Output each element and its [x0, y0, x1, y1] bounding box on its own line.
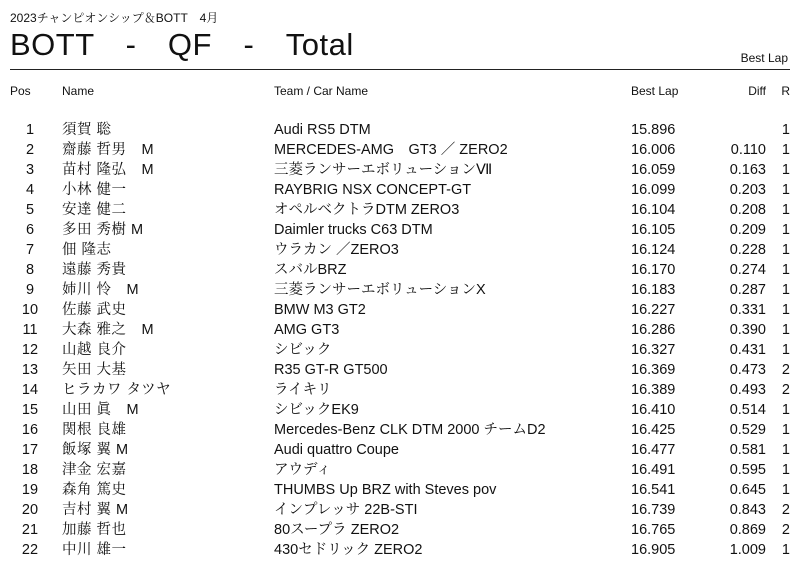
row-driver-name: 関根 良雄	[62, 422, 127, 438]
row-position: 14	[21, 382, 39, 398]
row-team-car: ライキリ	[274, 382, 332, 398]
row-r: 2	[781, 502, 790, 518]
row-r: 1	[781, 162, 790, 178]
row-position: 19	[21, 482, 39, 498]
row-best-lap: 16.477	[631, 442, 676, 458]
row-team-car: RAYBRIG NSX CONCEPT-GT	[274, 182, 472, 198]
row-r: 1	[781, 222, 790, 238]
row-position: 8	[25, 262, 35, 278]
row-best-lap: 16.327	[631, 342, 676, 358]
row-diff: 0.595	[729, 462, 766, 478]
row-team-car: スバルBRZ	[274, 262, 347, 278]
row-best-lap: 16.006	[631, 142, 676, 158]
row-diff: 0.493	[729, 382, 766, 398]
table-row	[0, 540, 800, 560]
row-team-car: シビックEK9	[274, 402, 359, 418]
row-driver-name: ヒラカワ タツヤ	[62, 382, 172, 398]
row-best-lap: 16.425	[631, 422, 676, 438]
row-best-lap: 16.491	[631, 462, 676, 478]
row-best-lap: 16.389	[631, 382, 676, 398]
table-row	[0, 480, 800, 500]
row-driver-name: 矢田 大基	[62, 362, 127, 378]
table-row	[0, 260, 800, 280]
row-r: 2	[781, 362, 790, 378]
row-team-car: THUMBS Up BRZ with Steves pov	[274, 482, 497, 498]
row-diff: 0.390	[729, 322, 766, 338]
row-diff: 0.203	[729, 182, 766, 198]
column-header-r: R	[781, 84, 790, 98]
row-diff: 0.163	[729, 162, 766, 178]
row-team-car: オペルベクトラDTM ZERO3	[274, 202, 460, 218]
table-row	[0, 500, 800, 520]
table-row	[0, 180, 800, 200]
row-r: 2	[781, 522, 790, 538]
sort-label: Best Lap	[740, 51, 788, 65]
table-header	[0, 84, 800, 100]
row-driver-name: 飯塚 翼 M	[62, 442, 129, 458]
row-best-lap: 16.765	[631, 522, 676, 538]
row-r: 1	[781, 402, 790, 418]
row-team-car: 三菱ランサーエボリューションX	[274, 282, 486, 298]
row-position: 11	[22, 322, 38, 338]
results-table	[0, 120, 800, 560]
column-header-pos: Pos	[10, 84, 31, 98]
row-best-lap: 16.541	[631, 482, 676, 498]
table-row	[0, 220, 800, 240]
row-r: 1	[781, 282, 790, 298]
row-team-car: Mercedes-Benz CLK DTM 2000 チームD2	[274, 422, 546, 438]
row-driver-name: 須賀 聡	[62, 122, 112, 138]
row-driver-name: 安達 健二	[62, 202, 127, 218]
row-team-car: シビック	[274, 342, 332, 358]
table-row	[0, 340, 800, 360]
row-diff: 0.645	[729, 482, 766, 498]
row-r: 1	[781, 182, 790, 198]
row-team-car: Audi RS5 DTM	[274, 122, 371, 138]
row-driver-name: 佃 隆志	[62, 242, 112, 258]
row-team-car: インプレッサ 22B-STI	[274, 502, 418, 518]
table-row	[0, 300, 800, 320]
row-r: 1	[781, 262, 790, 278]
row-diff: 0.274	[729, 262, 766, 278]
row-r: 1	[781, 122, 790, 138]
column-header-diff: Diff	[748, 84, 766, 98]
column-header-team: Team / Car Name	[274, 84, 369, 98]
table-row	[0, 360, 800, 380]
row-position: 6	[25, 222, 35, 238]
row-position: 3	[25, 162, 35, 178]
row-diff: 0.581	[729, 442, 766, 458]
row-diff: 0.431	[729, 342, 766, 358]
row-team-car: R35 GT-R GT500	[274, 362, 388, 378]
row-position: 22	[21, 542, 39, 558]
row-r: 2	[781, 382, 790, 398]
row-position: 16	[21, 422, 39, 438]
page-title: BOTT - QF - Total	[10, 27, 354, 62]
row-best-lap: 16.170	[631, 262, 676, 278]
row-r: 1	[781, 202, 790, 218]
row-position: 10	[21, 302, 39, 318]
table-row	[0, 280, 800, 300]
row-driver-name: 佐藤 武史	[62, 302, 127, 318]
row-diff: 0.208	[729, 202, 766, 218]
row-r: 1	[781, 242, 790, 258]
row-best-lap: 16.183	[631, 282, 676, 298]
row-team-car: Daimler trucks C63 DTM	[274, 222, 433, 238]
table-row	[0, 460, 800, 480]
row-team-car: Audi quattro Coupe	[274, 442, 399, 458]
row-r: 1	[781, 462, 790, 478]
row-position: 13	[21, 362, 39, 378]
row-r: 1	[781, 482, 790, 498]
row-driver-name: 津金 宏嘉	[62, 462, 127, 478]
row-diff: 0.331	[729, 302, 766, 318]
row-diff: 0.228	[729, 242, 766, 258]
row-best-lap: 16.124	[631, 242, 676, 258]
table-row	[0, 400, 800, 420]
row-position: 4	[25, 182, 35, 198]
row-position: 9	[25, 282, 35, 298]
row-diff: 0.110	[730, 142, 766, 158]
row-best-lap: 16.104	[631, 202, 676, 218]
table-row	[0, 380, 800, 400]
row-driver-name: 苗村 隆弘 M	[62, 162, 155, 178]
row-best-lap: 16.739	[631, 502, 676, 518]
row-diff: 0.869	[729, 522, 766, 538]
table-row	[0, 440, 800, 460]
row-r: 1	[781, 302, 790, 318]
row-r: 1	[781, 342, 790, 358]
table-row	[0, 420, 800, 440]
row-team-car: 430セドリック ZERO2	[274, 542, 423, 558]
row-position: 17	[21, 442, 39, 458]
row-position: 7	[25, 242, 35, 258]
row-position: 18	[21, 462, 39, 478]
column-header-best-lap: Best Lap	[631, 84, 679, 98]
table-row	[0, 240, 800, 260]
row-best-lap: 16.905	[631, 542, 676, 558]
row-driver-name: 多田 秀樹 M	[62, 222, 144, 238]
row-position: 2	[25, 142, 35, 158]
row-position: 5	[25, 202, 35, 218]
row-driver-name: 吉村 翼 M	[62, 502, 129, 518]
row-position: 15	[21, 402, 39, 418]
row-best-lap: 16.227	[631, 302, 676, 318]
row-r: 1	[781, 322, 790, 338]
row-diff: 0.209	[729, 222, 766, 238]
row-team-car: AMG GT3	[274, 322, 340, 338]
table-row	[0, 120, 800, 140]
row-diff: 0.473	[729, 362, 766, 378]
row-best-lap: 16.286	[631, 322, 676, 338]
row-driver-name: 中川 雄一	[62, 542, 127, 558]
row-position: 20	[21, 502, 39, 518]
column-header-name: Name	[62, 84, 95, 98]
row-driver-name: 大森 雅之 M	[62, 322, 155, 338]
row-r: 1	[781, 442, 790, 458]
table-row	[0, 200, 800, 220]
event-supertitle: 2023チャンピオンシップ＆BOTT 4月	[10, 11, 219, 25]
row-driver-name: 山越 良介	[62, 342, 127, 358]
row-r: 1	[781, 142, 790, 158]
table-row	[0, 160, 800, 180]
row-driver-name: 遠藤 秀貴	[62, 262, 127, 278]
row-diff: 0.287	[729, 282, 766, 298]
row-position: 21	[21, 522, 39, 538]
row-team-car: 三菱ランサーエボリューションⅦ	[274, 162, 493, 178]
row-diff: 0.843	[729, 502, 766, 518]
row-best-lap: 16.369	[631, 362, 676, 378]
row-driver-name: 森角 篤史	[62, 482, 127, 498]
row-team-car: アウディ	[274, 462, 331, 478]
row-position: 1	[25, 122, 35, 138]
row-team-car: 80スープラ ZERO2	[274, 522, 400, 538]
row-driver-name: 小林 健一	[62, 182, 127, 198]
row-team-car: ウラカン ／ZERO3	[274, 242, 399, 258]
row-diff: 0.529	[729, 422, 766, 438]
table-row	[0, 140, 800, 160]
row-best-lap: 16.410	[631, 402, 676, 418]
row-driver-name: 山田 眞 M	[62, 402, 140, 418]
row-diff: 1.009	[729, 542, 766, 558]
table-row	[0, 320, 800, 340]
row-team-car: BMW M3 GT2	[274, 302, 366, 318]
table-row	[0, 520, 800, 540]
header-divider	[10, 69, 790, 70]
row-team-car: MERCEDES-AMG GT3 ／ ZERO2	[274, 142, 508, 158]
row-best-lap: 16.059	[631, 162, 676, 178]
row-position: 12	[21, 342, 39, 358]
row-r: 1	[781, 422, 790, 438]
row-best-lap: 15.896	[631, 122, 676, 138]
row-r: 1	[781, 542, 790, 558]
row-driver-name: 齋藤 哲男 M	[62, 142, 155, 158]
row-diff: 0.514	[729, 402, 766, 418]
row-driver-name: 姉川 怜 M	[62, 282, 140, 298]
row-best-lap: 16.105	[631, 222, 676, 238]
row-driver-name: 加藤 哲也	[62, 522, 127, 538]
row-best-lap: 16.099	[631, 182, 676, 198]
